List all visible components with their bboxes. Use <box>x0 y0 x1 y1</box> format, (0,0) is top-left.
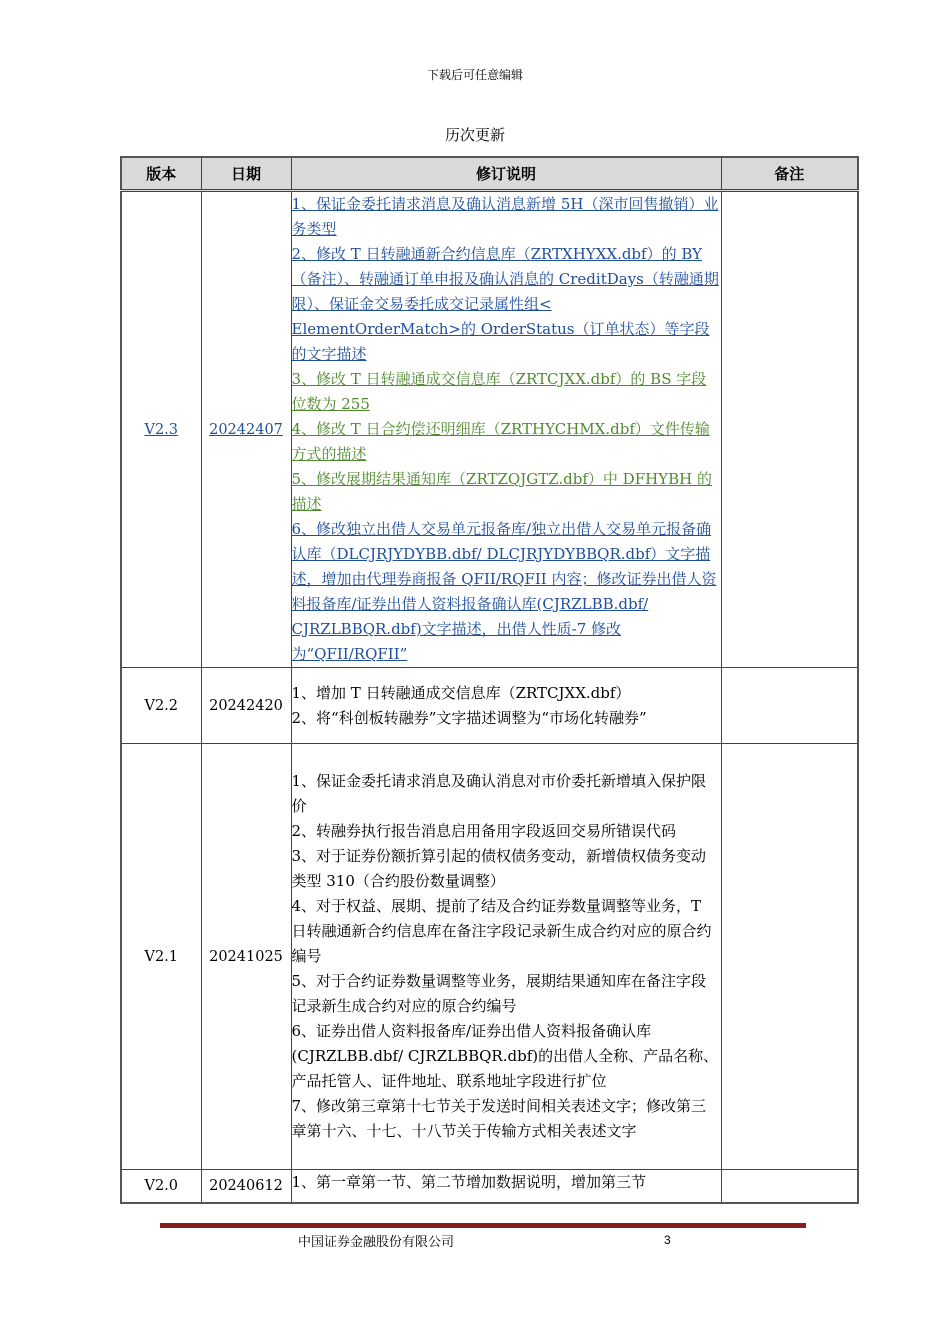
header-note: 下载后可任意编辑 <box>426 68 523 82</box>
note-cell <box>721 191 858 668</box>
description-cell <box>291 191 721 668</box>
revision-item: 1、增加 T 日转融通成交信息库（ZRTCJXX.dbf） <box>291 683 631 702</box>
header-description: 修订说明 <box>291 157 721 191</box>
revision-item[interactable]: 3、修改 T 日转融通成交信息库（ZRTCJXX.dbf）的 BS 字段位数为 255 <box>291 370 707 413</box>
revision-item: 4、对于权益、展期、提前了结及合约证券数量调整等业务，T 日转融通新合约信息库在备注字段记录新生成合约对应的原合约编号 <box>291 897 712 965</box>
footer-rule <box>160 1223 806 1228</box>
header-date: 日期 <box>201 157 291 191</box>
revision-item: 1、第一章第一节、第二节增加数据说明，增加第三节 <box>291 1173 647 1191</box>
header-note: 备注 <box>721 157 858 191</box>
revision-item[interactable]: 6、修改独立出借人交易单元报备库/独立出借人交易单元报备确认库（DLCJRJYDYBB.dbf/ DLCJRJYDYBBQR.dbf）文字描述，增加由代理券商报备 QFII/RQFII 内容；修改证券出借人资料报备库/证券出借人资料报备确认库(CJRZLBB.dbf/ CJRZLBBQR.dbf)文字描述，出借人性质-7 修改为“QFII/RQFII” <box>291 520 717 663</box>
description-cell <box>291 1170 721 1204</box>
table-row <box>121 668 858 744</box>
table-row <box>121 1170 858 1204</box>
date-cell[interactable] <box>201 191 291 668</box>
date-cell: 20241025 <box>201 744 291 1170</box>
date-link[interactable]: 20242407 <box>209 421 283 438</box>
revision-item: 2、转融券执行报告消息启用备用字段返回交易所错误代码 <box>291 822 677 840</box>
revision-item: 2、将“科创板转融券”文字描述调整为“市场化转融券” <box>291 708 647 727</box>
date-cell: 20242420 <box>201 668 291 744</box>
note-cell <box>721 668 858 744</box>
header-version: 版本 <box>121 157 201 191</box>
footer-company: 中国证券金融股份有限公司 <box>298 1235 455 1250</box>
note-cell <box>721 1170 858 1204</box>
table-row <box>121 191 858 668</box>
revision-history-table <box>120 156 859 1204</box>
version-cell: V2.0 <box>121 1170 201 1204</box>
document-title: 历次更新 <box>444 126 505 144</box>
revision-item: 6、证券出借人资料报备库/证券出借人资料报备确认库(CJRZLBB.dbf/ CJRZLBBQR.dbf)的出借人全称、产品名称、产品托管人、证件地址、联系地址字段进行扩位 <box>291 1022 719 1090</box>
version-link[interactable]: V2.3 <box>144 421 179 438</box>
revision-item[interactable]: 4、修改 T 日合约偿还明细库（ZRTHYCHMX.dbf）文件传输方式的描述 <box>291 420 710 463</box>
revision-item: 3、对于证券份额折算引起的债权债务变动，新增债权债务变动类型 310（合约股份数量调整） <box>291 847 707 890</box>
version-cell: V2.2 <box>121 668 201 744</box>
revision-item[interactable]: 2、修改 T 日转融通新合约信息库（ZRTXHYXX.dbf）的 BY（备注）、转融通订单申报及确认消息的 CreditDays（转融通期限）、保证金交易委托成交记录属性组< ElementOrderMatch>的 OrderStatus（订单状态）等字段的文字描述 <box>291 245 719 363</box>
version-cell[interactable] <box>121 191 201 668</box>
note-cell <box>721 744 858 1170</box>
date-cell: 20240612 <box>201 1170 291 1204</box>
revision-item[interactable]: 5、修改展期结果通知库（ZRTZQJGTZ.dbf）中 DFHYBH 的描述 <box>291 470 712 513</box>
description-cell <box>291 668 721 744</box>
table-header-row <box>121 157 858 191</box>
revision-item: 5、对于合约证券数量调整等业务，展期结果通知库在备注字段记录新生成合约对应的原合约编号 <box>291 972 707 1015</box>
revision-item[interactable]: 1、保证金委托请求消息及确认消息新增 5H（深市回售撤销）业务类型 <box>291 195 719 238</box>
revision-item: 1、保证金委托请求消息及确认消息对市价委托新增填入保护限价 <box>291 772 707 815</box>
version-cell: V2.1 <box>121 744 201 1170</box>
page-number: 3 <box>664 1233 671 1247</box>
description-cell <box>291 744 721 1170</box>
revision-item: 7、修改第三章第十七节关于发送时间相关表述文字；修改第三章第十六、十七、十八节关于传输方式相关表述文字 <box>291 1097 707 1140</box>
table-row <box>121 744 858 1170</box>
